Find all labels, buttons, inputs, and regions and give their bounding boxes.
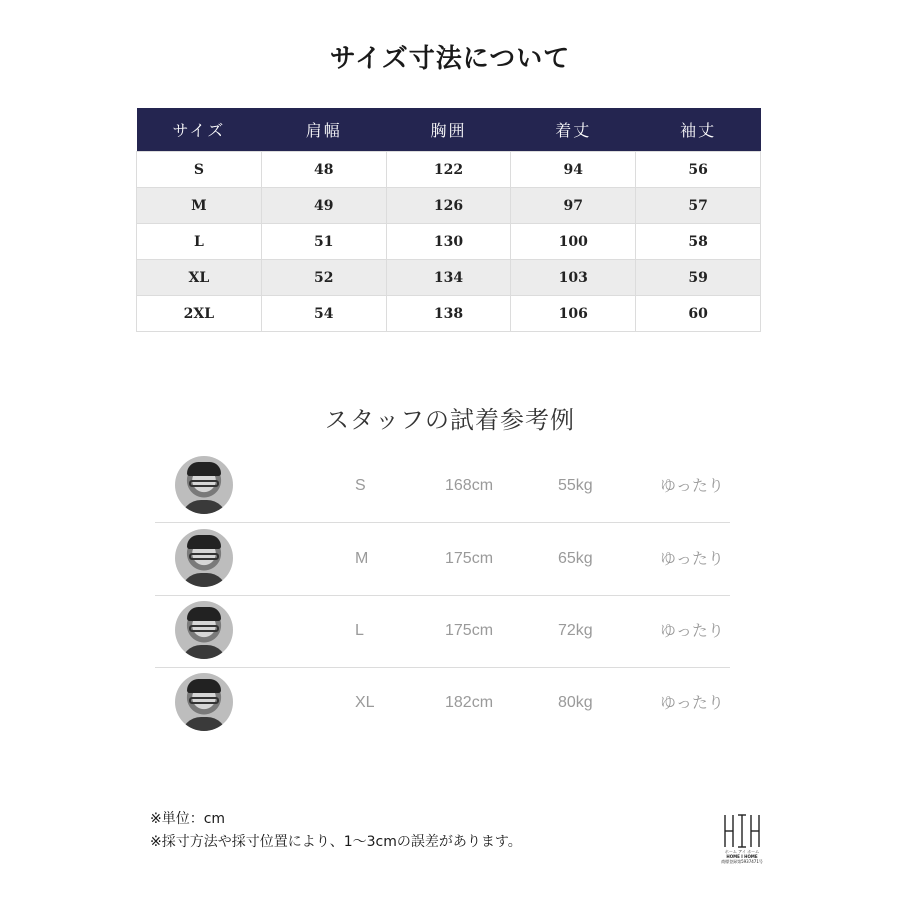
staff-avatar [175, 601, 233, 659]
measurement-caution-note: ※採寸方法や採寸位置により、1～3cmの誤差があります。 [150, 834, 522, 850]
staff-size: L [355, 622, 364, 639]
table-cell: L [137, 224, 262, 260]
brand-logo [718, 813, 766, 873]
table-cell: 122 [386, 152, 511, 188]
staff-size: M [355, 550, 369, 567]
table-cell: 97 [511, 188, 636, 224]
staff-row [155, 523, 730, 596]
staff-row [155, 667, 730, 739]
staff-row [155, 450, 730, 523]
table-cell: 59 [636, 260, 761, 296]
table-cell: 51 [261, 224, 386, 260]
header-sleeve: 袖丈 [636, 108, 761, 152]
header-shoulder: 肩幅 [261, 108, 386, 152]
table-cell: 94 [511, 152, 636, 188]
page-title: サイズ寸法について [329, 44, 571, 74]
table-cell: 60 [636, 296, 761, 332]
table-cell: 100 [511, 224, 636, 260]
table-cell: 57 [636, 188, 761, 224]
table-cell: 138 [386, 296, 511, 332]
size-table-header [137, 108, 761, 152]
size-table [136, 108, 761, 332]
table-cell: XL [137, 260, 262, 296]
table-row [137, 152, 761, 188]
logo-trademark: 商標登録第5937471号 [721, 859, 763, 864]
table-cell: 106 [511, 296, 636, 332]
table-cell: 126 [386, 188, 511, 224]
staff-height: 175cm [445, 622, 494, 639]
table-cell: 58 [636, 224, 761, 260]
staff-avatar [175, 456, 233, 514]
table-cell: M [137, 188, 262, 224]
table-row [137, 224, 761, 260]
staff-height: 168cm [445, 477, 494, 494]
table-cell: 54 [261, 296, 386, 332]
table-cell: 49 [261, 188, 386, 224]
logo-kana: ホーム アイ ホーム [724, 849, 760, 854]
table-cell: 48 [261, 152, 386, 188]
staff-size: XL [355, 694, 375, 711]
table-row [137, 188, 761, 224]
staff-section-title: スタッフの試着参考例 [325, 406, 575, 434]
header-size: サイズ [137, 108, 262, 152]
header-length: 着丈 [511, 108, 636, 152]
table-row [137, 296, 761, 332]
table-cell: 130 [386, 224, 511, 260]
staff-size: S [355, 477, 366, 494]
table-cell: 103 [511, 260, 636, 296]
staff-weight: 65kg [558, 550, 593, 567]
table-cell: 2XL [137, 296, 262, 332]
staff-fit: ゆったり [660, 476, 724, 495]
header-chest: 胸囲 [386, 108, 511, 152]
table-cell: 52 [261, 260, 386, 296]
staff-row [155, 595, 730, 668]
table-cell: 56 [636, 152, 761, 188]
staff-fit: ゆったり [660, 621, 724, 640]
unit-note: ※単位：cm [150, 811, 226, 827]
staff-fit: ゆったり [660, 549, 724, 568]
staff-weight: 55kg [558, 477, 593, 494]
staff-avatar [175, 673, 233, 731]
logo-text: HOME I HOME [726, 854, 758, 859]
home-i-home-logo-icon [722, 813, 762, 849]
staff-weight: 72kg [558, 622, 593, 639]
staff-height: 175cm [445, 550, 494, 567]
notes [150, 808, 522, 854]
table-cell: 134 [386, 260, 511, 296]
staff-height: 182cm [445, 694, 494, 711]
staff-fit: ゆったり [660, 693, 724, 712]
staff-weight: 80kg [558, 694, 593, 711]
staff-avatar [175, 529, 233, 587]
table-row [137, 260, 761, 296]
table-cell: S [137, 152, 262, 188]
